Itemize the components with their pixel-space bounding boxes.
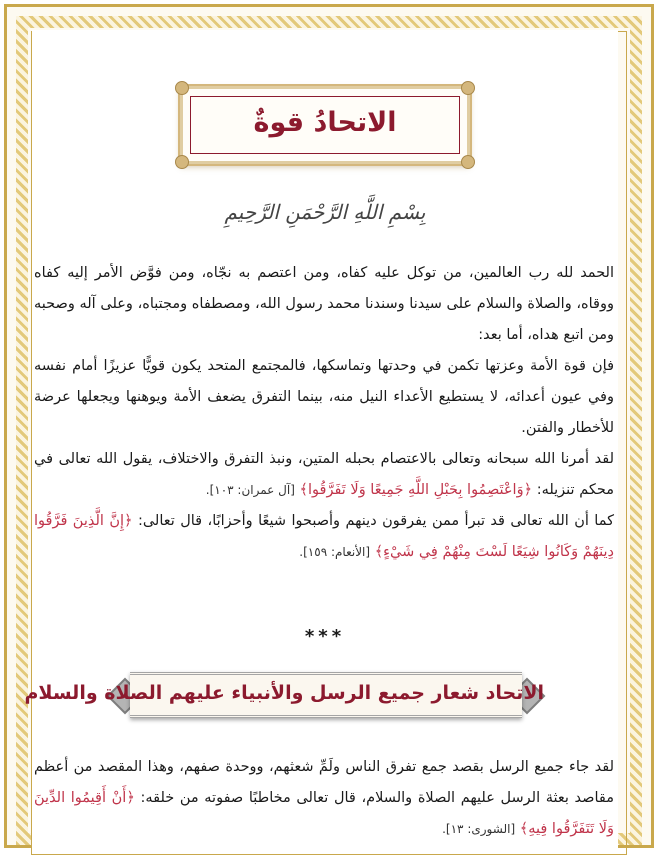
paragraph-text: كما أن الله تعالى قد تبرأ ممن يفرقون دينهم وأصبحوا شيعًا وأحزابًا، قال تعالى: (137, 513, 614, 529)
corner-ornament-icon (175, 81, 189, 95)
intro-paragraph-3 (34, 444, 614, 506)
corner-ornament-icon (461, 81, 475, 95)
quran-verse: ﴿إِنَّ الَّذِينَ فَرَّقُوا دِينَهُمْ وَكَانُوا شِيَعًا لَسْتَ مِنْهُمْ فِي شَيْءٍ﴾ (34, 513, 614, 560)
quran-verse: ﴿أَنْ أَقِيمُوا الدِّينَ وَلَا تَتَفَرَّقُوا فِيهِ﴾ (34, 790, 614, 837)
verse-reference: [الشورى: ١٣]. (442, 822, 516, 836)
verse-reference: [الأنعام: ١٥٩]. (299, 545, 371, 559)
intro-paragraph-1: الحمد لله رب العالمين، من توكل عليه كفاه، ومن اعتصم به نجّاه، ومن فوَّض الأمر إليه كفاه ووقاه، والصلاة والسلام على سيدنا وسندنا محمد رسول الله، ومصطفاه ومجتباه، وعلى آله وصحبه ومن اتبع هداه، أما بعد: (34, 265, 614, 343)
section-separator: *** (304, 626, 346, 647)
page-title: الاتحادُ قوةٌ (253, 107, 397, 138)
corner-ornament-icon (461, 155, 475, 169)
paragraph-text: لقد جاء جميع الرسل بقصد جمع تفرق الناس ولَمِّ شعثهم، ووحدة صفهم، وهذا المقصد من أعظم مقاصد بعثة الرسل عليهم الصلاة والسلام، قال تعالى مخاطبًا صفوته من خلقه: (34, 759, 614, 806)
section-heading-banner (24, 672, 544, 718)
page-content (24, 30, 618, 852)
section-paragraph-1 (34, 752, 614, 845)
intro-section (34, 258, 614, 568)
intro-paragraph-2: فإن قوة الأمة وعزتها تكمن في وحدتها وتماسكها، فالمجتمع المتحد يكون قويًّا عزيزًا أمام نفسه وفي عيون أعدائه، لا يستطيع الأعداء النيل منه، بينما التفرق يضعف الأمة ويوهنها ويجعلها عرضة للأخطار والفتن. (34, 358, 614, 436)
quran-verse: ﴿وَاعْتَصِمُوا بِحَبْلِ اللَّهِ جَمِيعًا وَلَا تَفَرَّقُوا﴾ (299, 482, 533, 498)
paragraph-text: لقد أمرنا الله سبحانه وتعالى بالاعتصام بحبله المتين، ونبذ التفرق والاختلاف، يقول الله تعالى في محكم تنزيله: (34, 451, 614, 498)
title-frame (180, 86, 470, 164)
verse-reference: [آل عمران: ١٠٣]. (205, 483, 295, 497)
section-heading: الاتحاد شعار جميع الرسل والأنبياء عليهم الصلاة والسلام (24, 682, 544, 704)
section-body (34, 752, 614, 845)
corner-ornament-icon (175, 155, 189, 169)
intro-paragraph-4 (34, 506, 614, 568)
basmala-calligraphy: بِسْمِ اللَّهِ الرَّحْمَنِ الرَّحِيمِ (224, 200, 426, 224)
